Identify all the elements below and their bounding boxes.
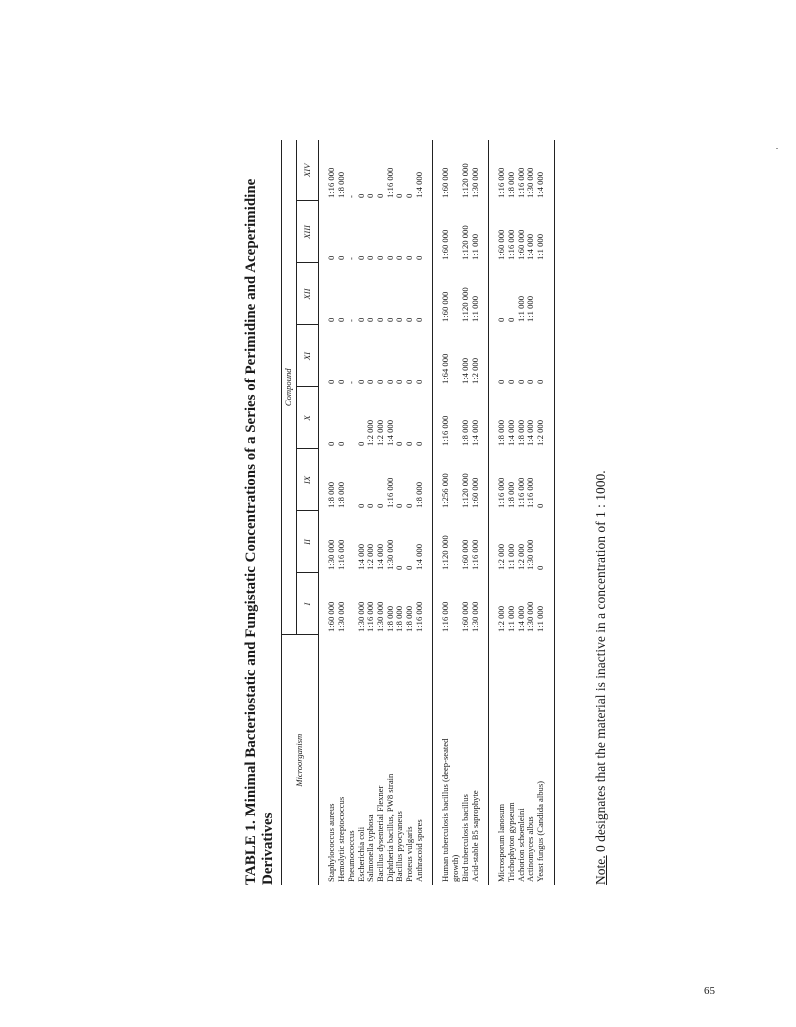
table-cell: 1:64 000 1:4 000 1:2 000 bbox=[433, 325, 489, 387]
table-cell: 0 0 0 1:2 000 1:2 000 1:4 000 0 0 0 bbox=[326, 419, 424, 446]
table-cell: 0 0 1:1 000 1:1 000 bbox=[489, 263, 555, 325]
table-cell: 1:60 000 1:120 000 1:1 000 bbox=[433, 201, 489, 263]
column-header: XIV bbox=[296, 140, 319, 201]
table-cell: 0 0 - 0 0 0 0 0 0 0 bbox=[326, 255, 424, 260]
column-header: IX bbox=[296, 449, 319, 511]
table-cell: 1:16 000 1:8 000 1:4 000 bbox=[433, 387, 489, 449]
table-cell: 1:60 000 1:30 000 1:30 000 1:16 000 1:30 000 1:8 000 1:8 000 1:8 000 1:16 000 bbox=[326, 601, 424, 632]
organism-list: Staphylococcus aureus Hemolytic streptococcus Pneumococcus Escherichia coli Salmonella typhosa Bacillus dysenterial Flexner Diphtheria bacillus, PW8 strain Bacillus pyocyaneus Proteus vulgaris Anthracoid spores bbox=[326, 773, 424, 882]
note-text: 0 designates that the material is inactive in a concentration of 1 : 1000. bbox=[593, 470, 608, 856]
compound-header: Compound bbox=[282, 140, 297, 635]
organism-list: Human tuberculosis bacillus (deep-seated growth) Bird tuberculosis bacillus Acid-stable B5 saprophyte bbox=[433, 635, 489, 885]
table-cell: 1:16 000 1:8 000 1:16 000 1:16 000 0 bbox=[489, 449, 555, 511]
table-cell: 1:256 000 1:120 000 1:60 000 bbox=[433, 449, 489, 511]
table-row-group-fungi bbox=[489, 140, 555, 885]
table-title-line-2: Derivatives bbox=[260, 812, 276, 885]
column-header: I bbox=[296, 573, 319, 635]
table-row-group-tuberculosis bbox=[433, 140, 489, 885]
column-header: XII bbox=[296, 263, 319, 325]
table-cell: 1:60 000 1:120 000 1:1 000 bbox=[433, 263, 489, 325]
table-cell: 0 0 - 0 0 0 0 0 0 0 bbox=[326, 317, 424, 322]
table-cell: 1:2 000 1:1 000 1:2 000 1:30 000 0 bbox=[489, 511, 555, 573]
table-cell: 1:60 000 1:120 000 1:30 000 bbox=[433, 140, 489, 201]
data-table bbox=[281, 140, 555, 885]
table-cell: 0 0 0 0 0 bbox=[489, 325, 555, 387]
microorganism-header: Microorganism bbox=[282, 635, 319, 885]
column-header: X bbox=[296, 387, 319, 449]
table-row-group-bacteria bbox=[319, 140, 433, 885]
table-cell: 1:8 000 1:8 000 0 0 0 1:16 000 0 0 1:8 000 bbox=[326, 477, 424, 508]
table-cell: 1:60 000 1:16 000 1:60 000 1:4 000 1:1 000 bbox=[489, 201, 555, 263]
column-header: XIII bbox=[296, 201, 319, 263]
header-row-compound bbox=[282, 140, 297, 885]
scan-speck bbox=[776, 148, 778, 149]
organism-list: Microsporum lanosum Trichophyton gypseum Achorion schoenleini Actinomyces albus Yeast fungus (Candida albus) bbox=[489, 635, 555, 885]
rotated-page-content bbox=[235, 140, 630, 885]
table-cell: 1:16 000 1:8 000 - 0 0 0 1:16 000 0 0 1:4 000 bbox=[326, 167, 424, 198]
column-header: II bbox=[296, 511, 319, 573]
table-cell: 1:30 000 1:16 000 1:4 000 1:2 000 1:4 000 1:30 000 0 0 1:4 000 bbox=[326, 539, 424, 570]
note-label: Note. bbox=[593, 855, 608, 885]
table-cell: 1:16 000 1:60 000 1:30 000 bbox=[433, 573, 489, 635]
table-cell: 1:2 000 1:1 000 1:4 000 1:30 000 1:1 000 bbox=[489, 573, 555, 635]
table-cell: 1:120 000 1:60 000 1:16 000 bbox=[433, 511, 489, 573]
table-title bbox=[243, 140, 277, 885]
table-cell: 1:8 000 1:4 000 1:8 000 1:4 000 1:2 000 bbox=[489, 387, 555, 449]
column-header: XI bbox=[296, 325, 319, 387]
table-cell: 1:16 000 1:8 000 1:16 000 1:30 000 1:4 000 bbox=[489, 140, 555, 201]
table-title-line-1: TABLE 1. Minimal Bacteriostatic and Fungistatic Concentrations of a Series of Perimidine and Aceperimidine bbox=[243, 178, 259, 885]
table-note bbox=[593, 470, 609, 885]
table-cell: 0 0 - 0 0 0 0 0 0 0 bbox=[326, 379, 424, 384]
page-number: 65 bbox=[704, 985, 715, 997]
